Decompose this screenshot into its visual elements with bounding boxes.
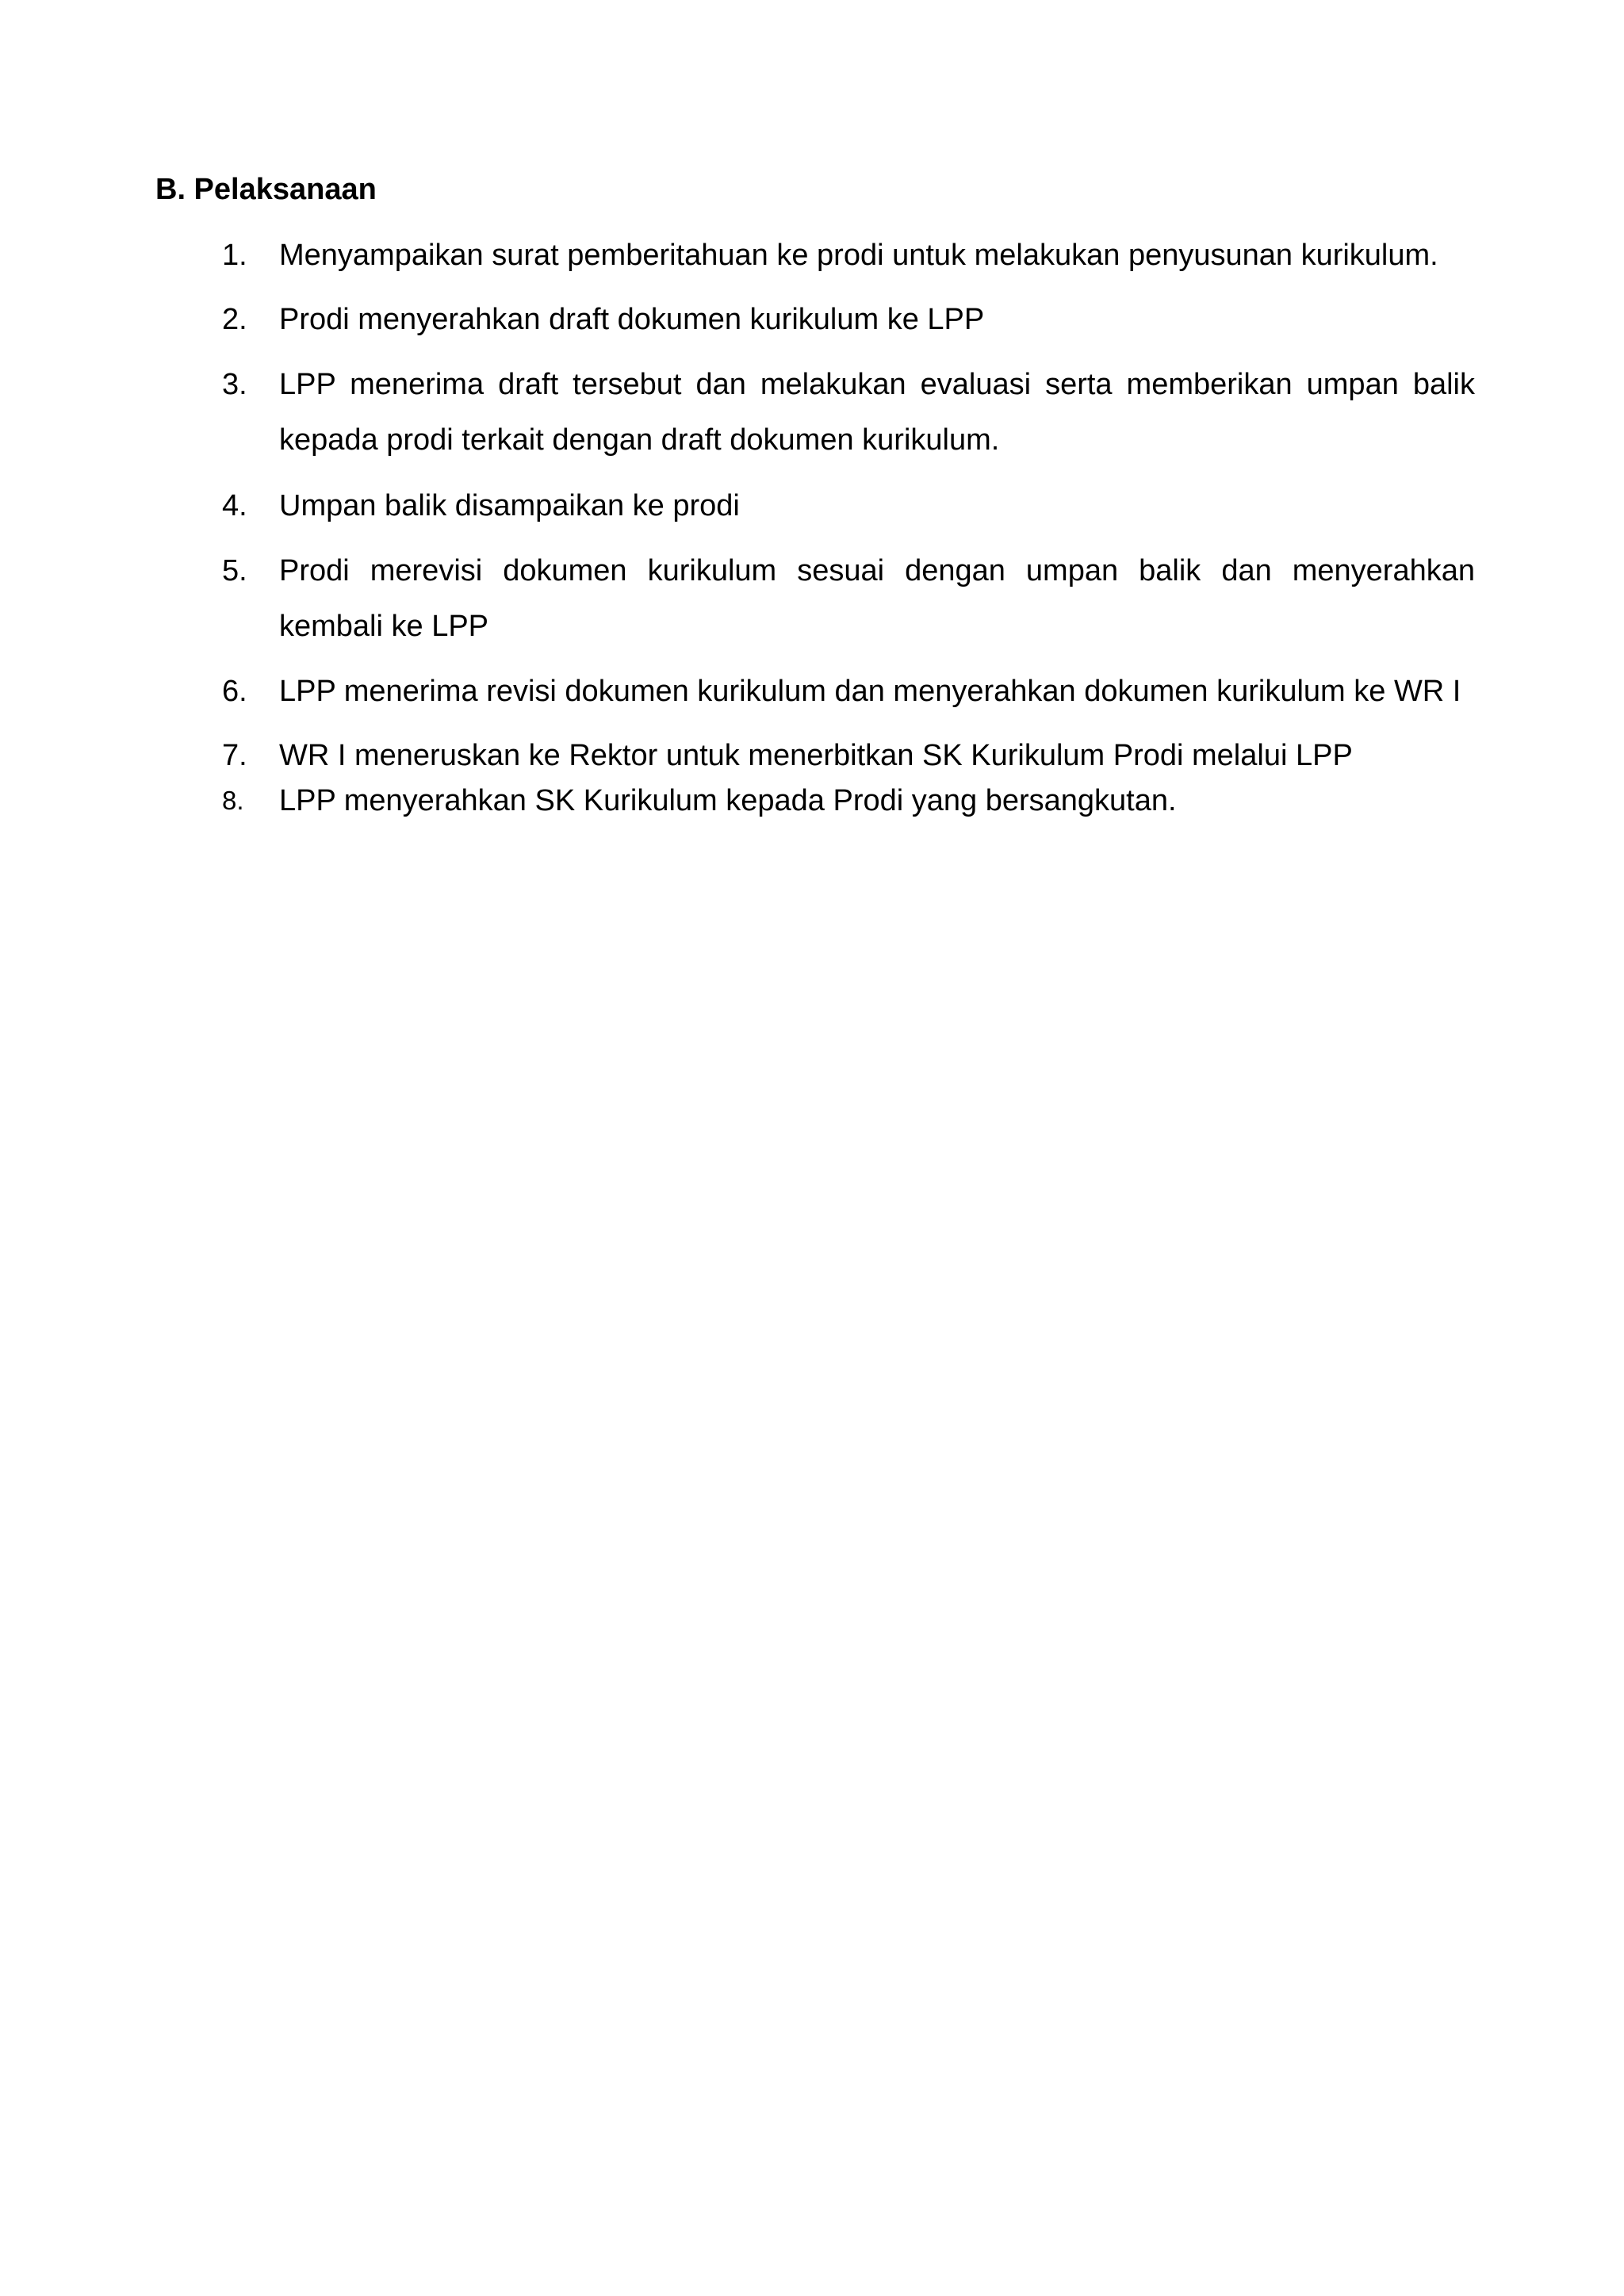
list-item-number: 3. [222, 368, 247, 401]
list-item-number: 4. [222, 489, 247, 522]
list-item-text: Prodi menyerahkan draft dokumen kurikulum ke LPP [279, 303, 985, 336]
list-item-number: 2. [222, 303, 247, 336]
list-item-number: 7. [222, 739, 247, 772]
list-item-text: Menyampaikan surat pemberitahuan ke prodi untuk melakukan penyusunan kurikulum. [279, 239, 1438, 272]
list-item-text: Prodi merevisi dokumen kurikulum sesuai dengan umpan balik dan menyerahkan kembali ke LPP [279, 554, 1475, 643]
list-item-5 [222, 543, 1475, 654]
list-item-number: 6. [222, 675, 247, 708]
list-item-text: WR I meneruskan ke Rektor untuk menerbitkan SK Kurikulum Prodi melalui LPP [279, 739, 1353, 772]
list-item-text: Umpan balik disampaikan ke prodi [279, 489, 740, 522]
list-item-3 [222, 357, 1475, 468]
list-item-number: 5. [222, 554, 247, 587]
section-heading: B. Pelaksanaan [155, 173, 377, 206]
list-item-number: 1. [222, 239, 247, 272]
list-item-2 [222, 292, 1475, 347]
list-item-8 [222, 773, 1475, 828]
list-item-text: LPP menyerahkan SK Kurikulum kepada Prodi yang bersangkutan. [279, 784, 1177, 817]
list-item-text: LPP menerima draft tersebut dan melakukan evaluasi serta memberikan umpan balik kepada prodi terkait dengan draft dokumen kurikulum. [279, 368, 1475, 457]
list-item-1 [222, 228, 1475, 283]
list-item-4 [222, 478, 1475, 534]
list-item-number: 8. [222, 786, 244, 815]
list-item-text: LPP menerima revisi dokumen kurikulum dan menyerahkan dokumen kurikulum ke WR I [279, 675, 1461, 708]
list-item-6 [222, 664, 1475, 719]
